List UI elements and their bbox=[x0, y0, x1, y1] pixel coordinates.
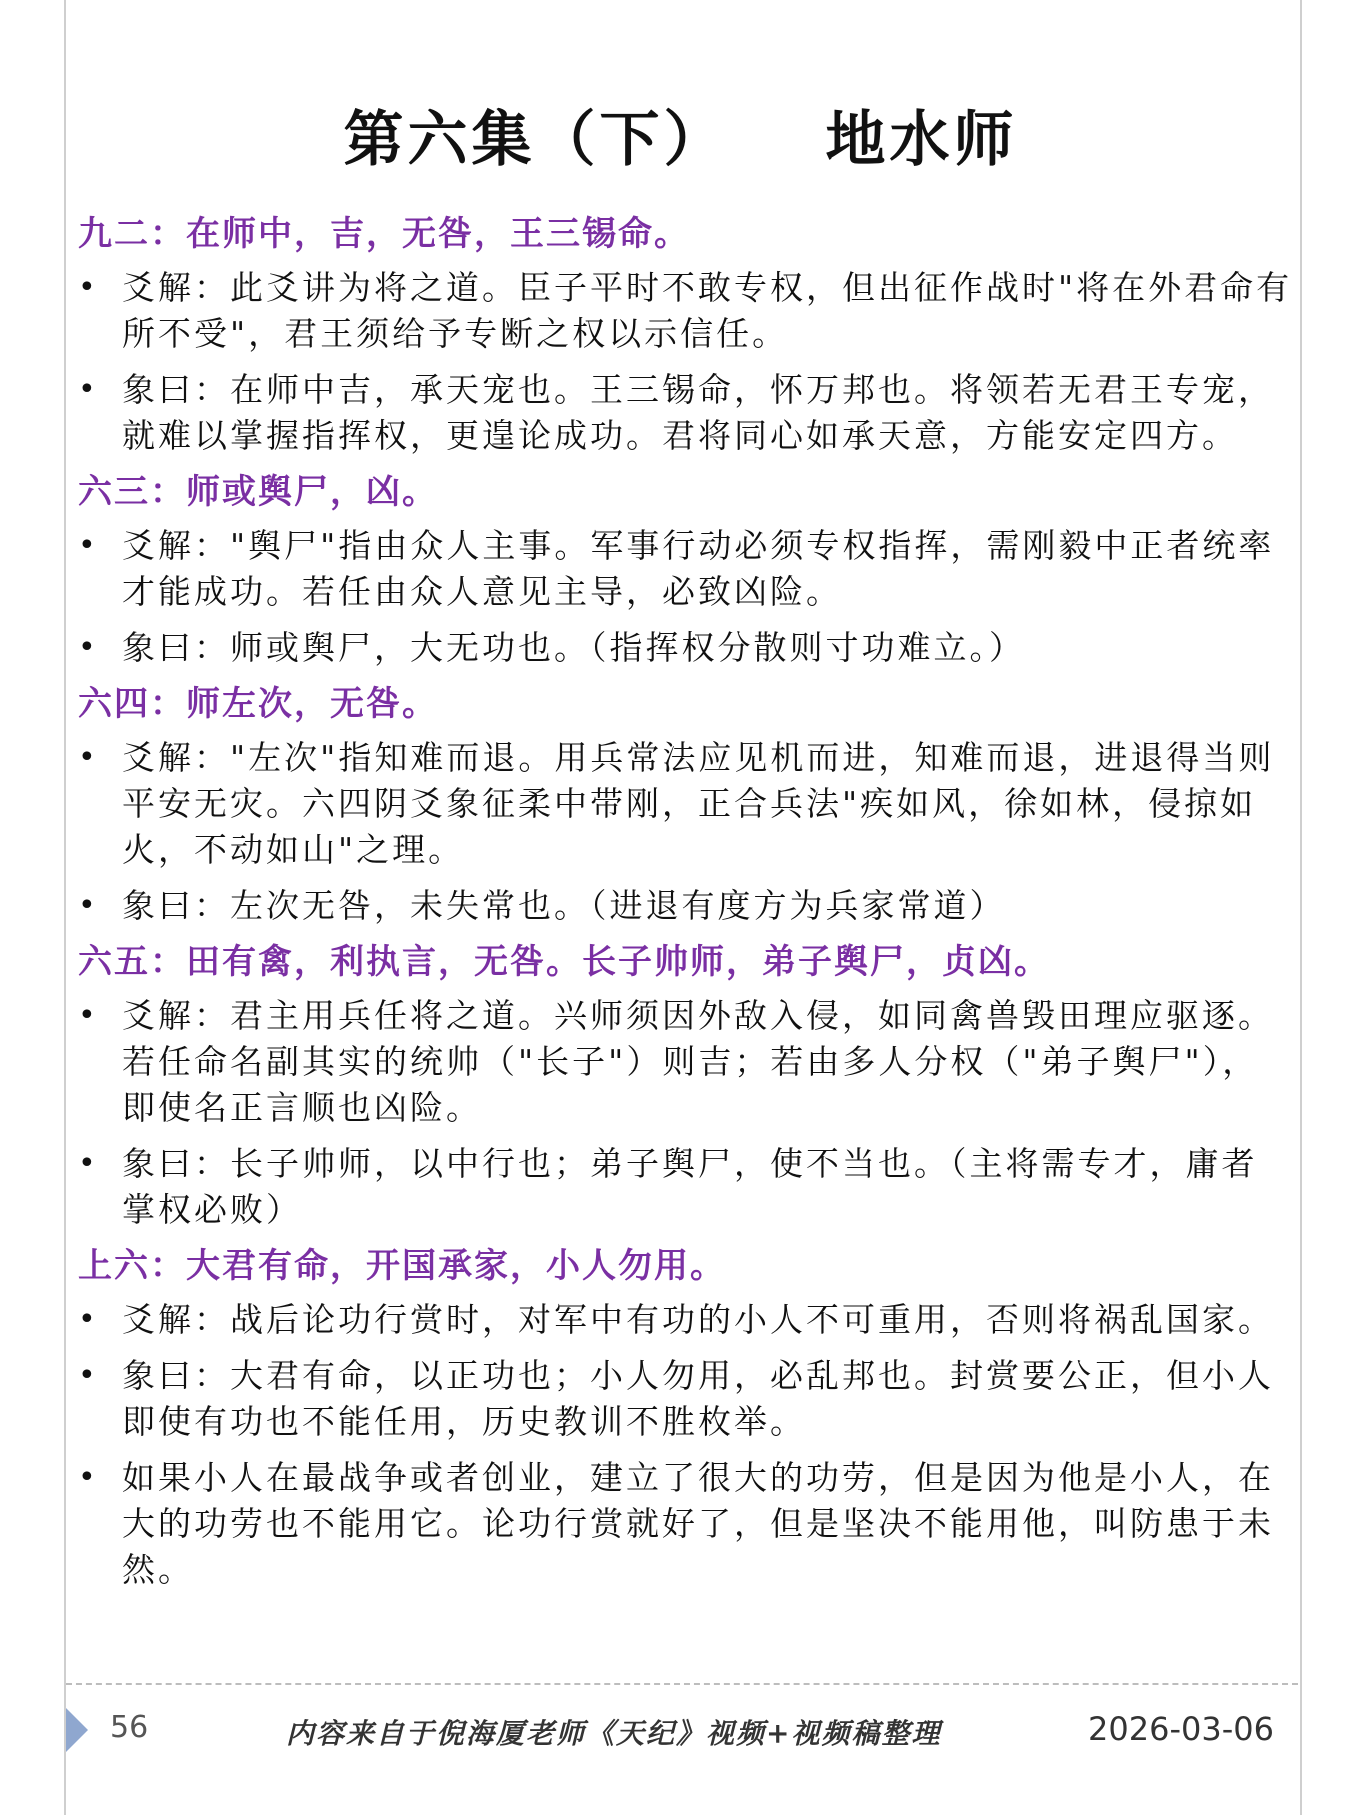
list-item bbox=[78, 735, 1293, 873]
bullet-icon: • bbox=[78, 1302, 99, 1337]
item-text: 象曰：长子帅师，以中行也；弟子舆尸，使不当也。（主将需专才，庸者掌权必败） bbox=[122, 1144, 1258, 1229]
list-item bbox=[78, 1141, 1293, 1233]
section-liu-wu bbox=[78, 939, 1293, 1233]
bullet-icon: • bbox=[78, 270, 99, 305]
section-liu-si bbox=[78, 681, 1293, 929]
list-item bbox=[78, 523, 1293, 615]
bullet-icon: • bbox=[78, 998, 99, 1033]
page-title: 第六集（下） 地水师 bbox=[343, 105, 1018, 175]
footer-source: 内容来自于倪海厦老师《天纪》视频+视频稿整理 bbox=[286, 1717, 942, 1750]
bullet-icon: • bbox=[78, 528, 99, 563]
item-text: 象曰：在师中吉，承天宠也。王三锡命，怀万邦也。将领若无君王专宠，就难以掌握指挥权，更遑论成功。君将同心如承天意，方能安定四方。 bbox=[122, 370, 1274, 455]
section-heading: 六四：师左次，无咎。 bbox=[78, 684, 438, 724]
bullet-icon: • bbox=[78, 740, 99, 775]
section-heading: 九二：在师中，吉，无咎，王三锡命。 bbox=[78, 214, 690, 254]
list-item bbox=[78, 1297, 1293, 1343]
triangle-right-icon bbox=[66, 1708, 88, 1752]
item-text: 象曰：师或舆尸，大无功也。（指挥权分散则寸功难立。） bbox=[122, 628, 1025, 667]
item-text: 爻解：君主用兵任将之道。兴师须因外敌入侵，如同禽兽毁田理应驱逐。若任命名副其实的统帅（"长子"）则吉；若由多人分权（"弟子舆尸"），即使名正言顺也凶险。 bbox=[122, 996, 1274, 1127]
list-item bbox=[78, 367, 1293, 459]
content bbox=[78, 205, 1293, 1603]
bullet-icon: • bbox=[78, 1358, 99, 1393]
item-text: 爻解：此爻讲为将之道。臣子平时不敢专权，但出征作战时"将在外君命有所不受"，君王须给予专断之权以示信任。 bbox=[122, 268, 1293, 353]
list-item bbox=[78, 1353, 1293, 1445]
item-text: 如果小人在最战争或者创业，建立了很大的功劳，但是因为他是小人，在大的功劳也不能用它。论功行赏就好了，但是坚决不能用他，叫防患于未然。 bbox=[122, 1458, 1274, 1589]
item-text: 爻解：战后论功行赏时，对军中有功的小人不可重用，否则将祸乱国家。 bbox=[122, 1300, 1274, 1339]
item-text: 象曰：大君有命，以正功也；小人勿用，必乱邦也。封赏要公正，但小人即使有功也不能任用，历史教训不胜枚举。 bbox=[122, 1356, 1274, 1441]
bullet-icon: • bbox=[78, 372, 99, 407]
footer-date: 2026-03-06 bbox=[1088, 1710, 1274, 1748]
list-item bbox=[78, 1455, 1293, 1593]
list-item bbox=[78, 993, 1293, 1131]
list-item bbox=[78, 625, 1293, 671]
section-heading: 六三：师或舆尸，凶。 bbox=[78, 472, 438, 512]
bullet-icon: • bbox=[78, 888, 99, 923]
item-text: 象曰：左次无咎，未失常也。（进退有度方为兵家常道） bbox=[122, 886, 1006, 925]
list-item bbox=[78, 883, 1293, 929]
section-heading: 六五：田有禽，利执言，无咎。长子帅师，弟子舆尸，贞凶。 bbox=[78, 942, 1050, 982]
section-heading: 上六：大君有命，开国承家，小人勿用。 bbox=[78, 1246, 726, 1286]
section-jiu-er bbox=[78, 211, 1293, 459]
footer-divider bbox=[66, 1683, 1298, 1685]
section-liu-san bbox=[78, 469, 1293, 671]
list-item bbox=[78, 265, 1293, 357]
section-shang-liu bbox=[78, 1243, 1293, 1593]
page-number: 56 bbox=[110, 1710, 149, 1745]
bullet-icon: • bbox=[78, 1146, 99, 1181]
bullet-icon: • bbox=[78, 630, 99, 665]
item-text: 爻解："舆尸"指由众人主事。军事行动必须专权指挥，需刚毅中正者统率才能成功。若任由众人意见主导，必致凶险。 bbox=[122, 526, 1275, 611]
bullet-icon: • bbox=[78, 1460, 99, 1495]
item-text: 爻解："左次"指知难而退。用兵常法应见机而进，知难而退，进退得当则平安无灾。六四阴爻象征柔中带刚，正合兵法"疾如风，徐如林，侵掠如火，不动如山"之理。 bbox=[122, 738, 1275, 869]
